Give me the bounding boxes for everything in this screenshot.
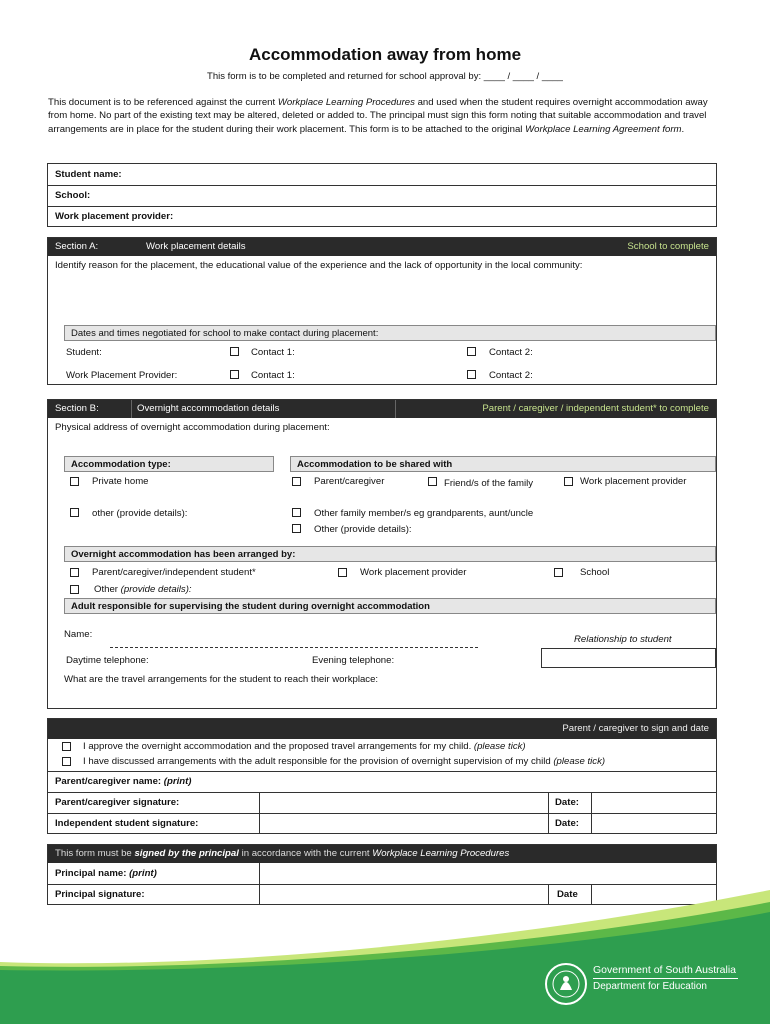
acc-type-header: Accommodation type: [64, 456, 274, 472]
relationship-label: Relationship to student [574, 634, 672, 645]
other-acc-label: other (provide details): [92, 508, 188, 519]
shared-family-label: Other family member/s eg grandparents, aunt/uncle [314, 508, 534, 519]
independent-signature-label: Independent student signature: [55, 818, 199, 829]
daytime-phone-label: Daytime telephone: [66, 655, 149, 666]
private-home-checkbox[interactable] [70, 477, 79, 486]
dates-header: Dates and times negotiated for school to make contact during placement: [64, 325, 716, 341]
student-details-box [47, 163, 717, 227]
approve-checkbox[interactable] [62, 742, 71, 751]
section-a [47, 237, 717, 385]
provider-label: Work placement provider: [55, 211, 174, 222]
section-b-bar [48, 400, 716, 418]
parent-name-label: Parent/caregiver name: (print) [55, 776, 192, 787]
arranged-other-label: Other (provide details): [94, 584, 192, 595]
shared-parent-label: Parent/caregiver [314, 476, 385, 487]
student-name-label: Student name: [55, 169, 122, 180]
principal-bar [48, 845, 716, 863]
principal-name-label: Principal name: (print) [55, 868, 157, 879]
gov-name: Government of South Australia [593, 964, 736, 976]
principal-signature-label: Principal signature: [55, 889, 145, 900]
provider-contact-label: Work Placement Provider: [66, 370, 178, 381]
provider-contact1-checkbox[interactable] [230, 370, 239, 379]
section-b-label: Section B: [55, 403, 99, 414]
shared-header: Accommodation to be shared with [290, 456, 716, 472]
shared-friends-checkbox[interactable] [428, 477, 437, 486]
student-contact-label: Student: [66, 347, 102, 358]
dept-name: Department for Education [593, 981, 707, 992]
student-contact1-checkbox[interactable] [230, 347, 239, 356]
section-a-title: Work placement details [146, 241, 246, 252]
arranged-school-label: School [580, 567, 610, 578]
independent-date-field[interactable] [592, 814, 716, 834]
discussed-checkbox[interactable] [62, 757, 71, 766]
shared-family-checkbox[interactable] [292, 508, 301, 517]
principal-bar-text: This form must be signed by the principal in accordance with the current Workplace Learning Procedures [55, 848, 510, 859]
parent-sign-responsible: Parent / caregiver to sign and date [562, 723, 709, 734]
adult-header: Adult responsible for supervising the student during overnight accommodation [64, 598, 716, 614]
student-contact2-checkbox[interactable] [467, 347, 476, 356]
parent-date-label: Date: [555, 797, 579, 808]
section-a-label: Section A: [55, 241, 99, 252]
provider-contact1-label: Contact 1: [251, 370, 295, 381]
independent-signature-field[interactable] [260, 814, 548, 834]
shared-parent-checkbox[interactable] [292, 477, 301, 486]
parent-sign-section [47, 718, 717, 834]
relationship-field[interactable] [541, 648, 716, 668]
arranged-provider-label: Work placement provider [360, 567, 467, 578]
section-b-responsible: Parent / caregiver / independent student* to complete [482, 403, 709, 414]
parent-date-field[interactable] [592, 793, 716, 813]
arranged-other-checkbox[interactable] [70, 585, 79, 594]
placement-reason-prompt: Identify reason for the placement, the educational value of the experience and the lack of opportunity in the local community: [55, 260, 583, 271]
private-home-label: Private home [92, 476, 149, 487]
student-contact1-label: Contact 1: [251, 347, 295, 358]
independent-date-label: Date: [555, 818, 579, 829]
principal-date-label: Date [557, 889, 578, 900]
return-date-note: This form is to be completed and returned for school approval by: ____ / ____ / ____ [207, 71, 563, 82]
adult-name-label: Name: [64, 629, 93, 640]
arranged-parent-label: Parent/caregiver/independent student* [92, 567, 256, 578]
evening-phone-label: Evening telephone: [312, 655, 395, 666]
shared-provider-label: Work placement provider [580, 476, 687, 487]
arranged-parent-checkbox[interactable] [70, 568, 79, 577]
section-b [47, 399, 717, 709]
shared-provider-checkbox[interactable] [564, 477, 573, 486]
approve-text: I approve the overnight accommodation and the proposed travel arrangements for my child. (please tick) [83, 741, 526, 752]
footer-swoosh [0, 880, 770, 1024]
shared-other-checkbox[interactable] [292, 524, 301, 533]
intro-paragraph: This document is to be referenced against the current Workplace Learning Procedures and used when the student requires overnight accommodation away from home. No part of the existing text may be altered, deleted or added to. The principal must sign this form noting that suitable accommodation and travel arrangements are in place for the student during their work placement. This form is to be attached to the original Workplace Learning Agreement form. [48, 97, 708, 135]
parent-signature-field[interactable] [260, 793, 548, 813]
adult-name-line[interactable] [110, 647, 478, 648]
shared-friends-label: Friend/s of the family [444, 478, 534, 489]
school-label: School: [55, 190, 91, 201]
shared-other-label: Other (provide details): [314, 524, 412, 535]
page-title: Accommodation away from home [248, 45, 522, 64]
footer-divider [593, 978, 738, 979]
discussed-text: I have discussed arrangements with the adult responsible for the provision of overnight supervision of my child (please tick) [83, 756, 606, 767]
provider-contact2-checkbox[interactable] [467, 370, 476, 379]
parent-sign-bar [48, 719, 716, 739]
travel-prompt: What are the travel arrangements for the student to reach their workplace: [64, 674, 379, 685]
other-acc-checkbox[interactable] [70, 508, 79, 517]
arranged-header: Overnight accommodation has been arranged by: [64, 546, 716, 562]
section-a-responsible: School to complete [627, 241, 709, 252]
section-b-title: Overnight accommodation details [137, 403, 280, 414]
government-seal-icon [544, 962, 588, 1006]
arranged-provider-checkbox[interactable] [338, 568, 347, 577]
student-contact2-label: Contact 2: [489, 347, 533, 358]
arranged-school-checkbox[interactable] [554, 568, 563, 577]
section-a-bar [48, 238, 716, 256]
address-prompt: Physical address of overnight accommodation during placement: [55, 422, 330, 433]
provider-contact2-label: Contact 2: [489, 370, 533, 381]
parent-signature-label: Parent/caregiver signature: [55, 797, 180, 808]
